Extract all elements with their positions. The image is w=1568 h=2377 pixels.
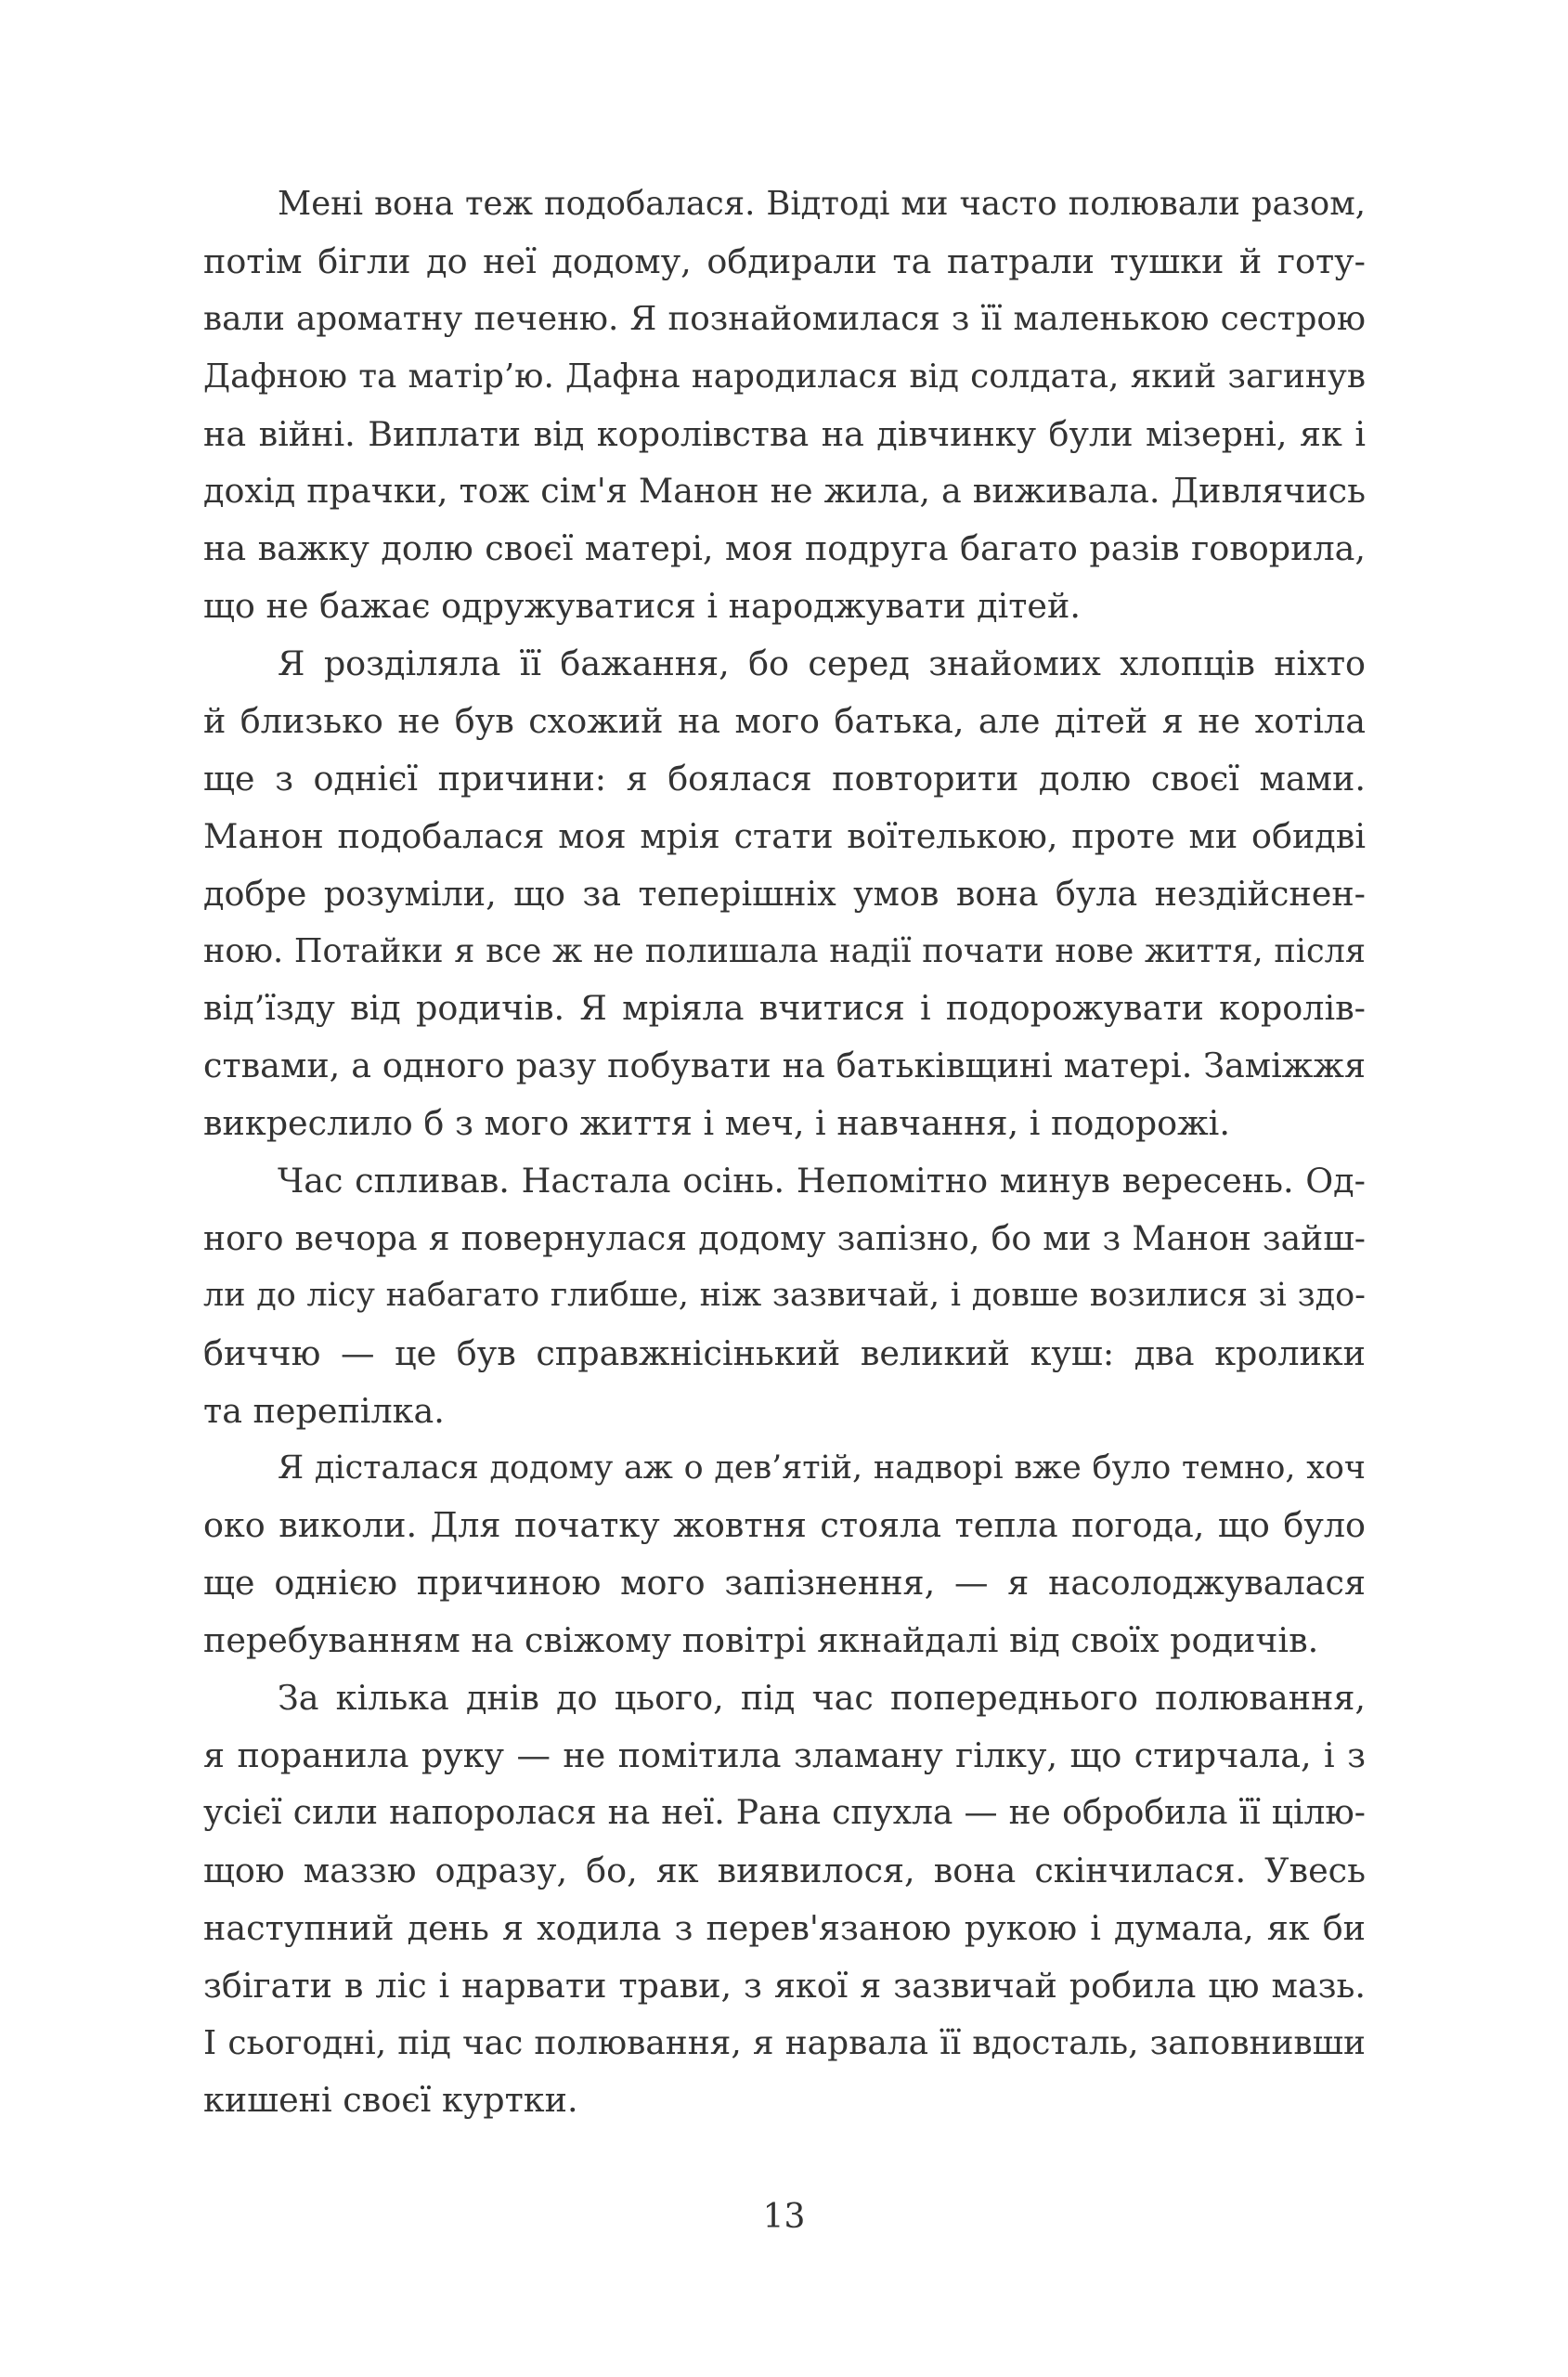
text-line: що не бажає одружуватися і народжувати дітей. (203, 586, 1081, 627)
text-line: ною. Потайки я все ж не полишала надії почати нове життя, після (203, 931, 1366, 970)
text-line: щою маззю одразу, бо, як виявилося, вона скінчилася. Увесь (203, 1850, 1366, 1890)
text-line: усієї сили напоролася на неї. Рана спухла — не обробила її цілю- (203, 1792, 1366, 1832)
paragraph-2 (203, 635, 1366, 1152)
text-line: ли до лісу набагато глибше, ніж зазвичай, і довше возилися зі здо- (203, 1276, 1366, 1314)
paragraph-4 (203, 1440, 1366, 1670)
text-line: вали ароматну печеню. Я познайомилася з її маленькою сестрою (203, 299, 1366, 338)
text-line: перебуванням на свіжому повітрі якнайдалі від своїх родичів. (203, 1620, 1319, 1661)
paragraph-3 (203, 1152, 1366, 1439)
text-line: ного вечора я повернулася додому запізно, бо ми з Манон зайш- (203, 1218, 1366, 1259)
text-line: Час спливав. Настала осінь. Непомітно минув вересень. Од- (278, 1161, 1366, 1201)
text-line: та перепілка. (203, 1390, 445, 1431)
text-line: ще однією причиною мого запізнення, — я насолоджувалася (203, 1563, 1366, 1604)
text-line: Мені вона теж подобалася. Відтоді ми часто полювали разом, (278, 185, 1366, 223)
text-line: око виколи. Для початку жовтня стояла тепла погода, що було (203, 1505, 1366, 1546)
text-line: Я розділяла її бажання, бо серед знайомих хлопців ніхто (278, 643, 1366, 684)
text-line: наступний день я ходила з перев'язаною рукою і думала, як би (203, 1907, 1366, 1948)
text-line: Дафною та матір’ю. Дафна народилася від солдата, який загинув (203, 357, 1366, 396)
text-line: дохід прачки, тож сім'я Манон не жила, а виживала. Дивлячись (203, 471, 1366, 512)
text-line: добре розуміли, що за теперішніх умов вона була нездійснен- (203, 873, 1366, 914)
paragraph-1 (203, 175, 1366, 635)
text-line: ще з однієї причини: я боялася повторити долю своєї мами. (203, 758, 1366, 799)
text-line: Я дісталася додому аж о дев’ятій, надворі вже було темно, хоч (278, 1448, 1366, 1487)
text-line: від’їзду від родичів. Я мріяла вчитися і подорожувати королів- (203, 988, 1366, 1029)
page-number: 13 (762, 2198, 806, 2236)
text-line: Манон подобалася моя мрія стати воїтелькою, проте ми обидві (203, 815, 1366, 856)
text-line: на важку долю своєї матері, моя подруга багато разів говорила, (203, 528, 1366, 569)
text-line: биччю — це був справжнісінький великий куш: два кролики (203, 1332, 1366, 1373)
text-line: потім бігли до неї додому, обдирали та патрали тушки й готу- (203, 240, 1366, 281)
text-line: І сьогодні, під час полювання, я нарвала її вдосталь, заповнивши (203, 2023, 1366, 2062)
text-line: За кілька днів до цього, під час попереднього полювання, (278, 1678, 1366, 1719)
text-line: ствами, а одного разу побувати на батьківщині матері. Заміжжя (203, 1046, 1366, 1086)
text-line: збігати в ліс і нарвати трави, з якої я зазвичай робила цю мазь. (203, 1965, 1366, 2006)
text-line: на війні. Виплати від королівства на дівчинку були мізерні, як і (203, 413, 1366, 454)
body-text (203, 175, 1366, 2129)
text-line: я поранила руку — не помітила зламану гілку, що стирчала, і з (203, 1735, 1366, 1776)
paragraph-5 (203, 1669, 1366, 2129)
text-line: кишені своєї куртки. (203, 2080, 578, 2121)
text-line: викреслило б з мого життя і меч, і навчання, і подорожі. (203, 1103, 1230, 1144)
text-line: й близько не був схожий на мого батька, але дітей я не хотіла (203, 701, 1366, 742)
